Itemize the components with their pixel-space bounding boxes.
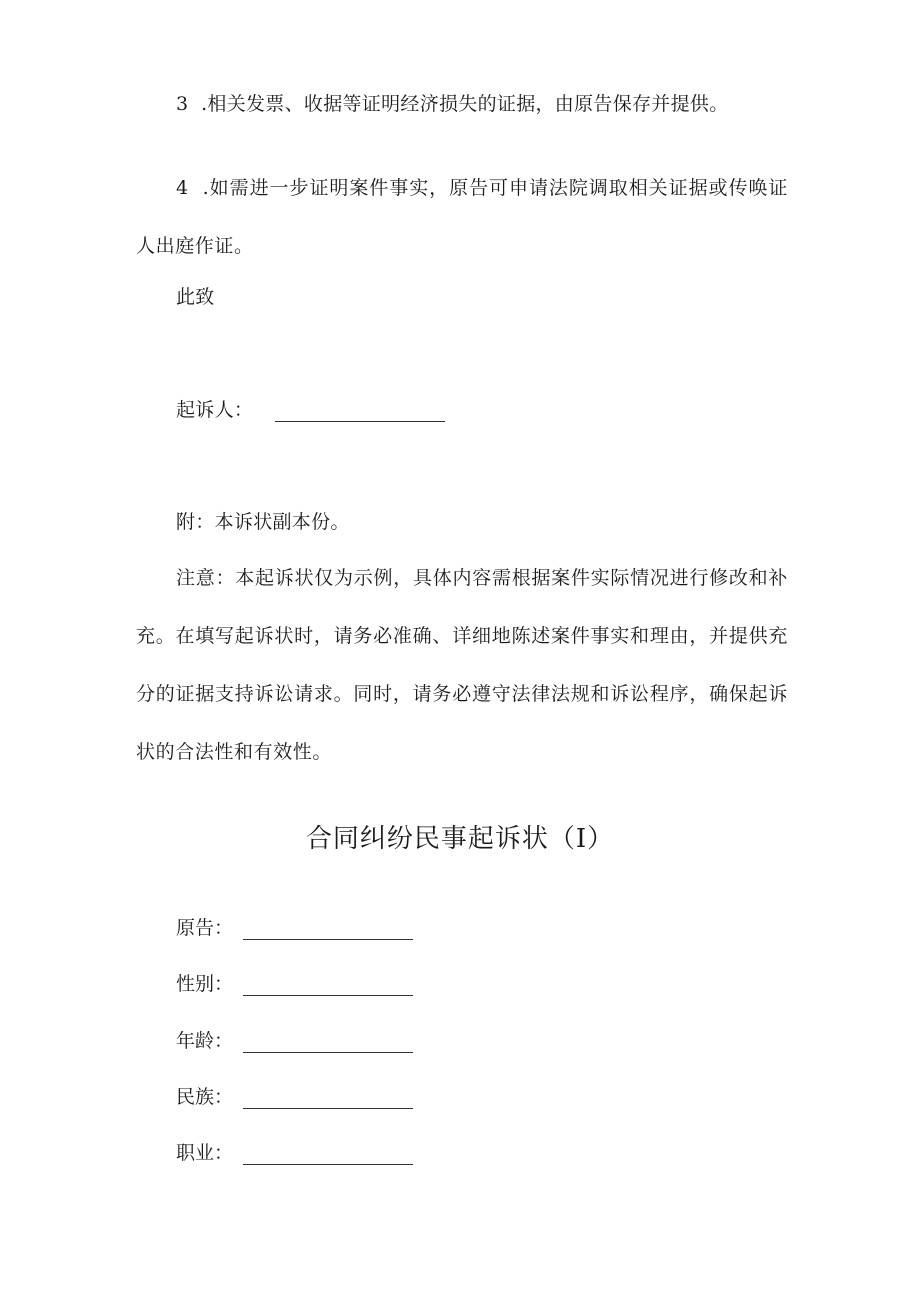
attachment-note: 附：本诉状副本份。 xyxy=(176,511,350,533)
field-gender xyxy=(176,972,413,996)
notice-paragraph: 注意：本起诉状仅为示例，具体内容需根据案件实际情况进行修改和补充。在填写起诉状时，请务必准确、详细地陈述案件事实和理由，并提供充分的证据支持诉讼请求。同时，请务必遵守法律法规和诉讼程序，确保起诉状的合法性和有效性。 xyxy=(136,567,788,763)
field-label: 职业： xyxy=(176,1142,234,1164)
field-plaintiff xyxy=(176,916,413,940)
field-age xyxy=(176,1029,413,1053)
field-blank xyxy=(243,1032,413,1053)
field-label: 年龄： xyxy=(176,1030,234,1052)
salutation: 此致 xyxy=(176,286,215,308)
evidence-item-4: 4 .如需进一步证明案件事实，原告可申请法院调取相关证据或传唤证人出庭作证。 xyxy=(136,177,788,257)
field-blank xyxy=(243,975,413,996)
section-title: 合同纠纷民事起诉状（I） xyxy=(305,824,615,854)
field-blank xyxy=(243,919,413,940)
plaintiff-signature-blank xyxy=(275,401,445,422)
field-label: 民族： xyxy=(176,1086,234,1108)
field-occupation xyxy=(176,1141,413,1165)
field-blank xyxy=(243,1088,413,1109)
field-label: 性别： xyxy=(176,973,234,995)
field-blank xyxy=(243,1144,413,1165)
evidence-item-3: 3 .相关发票、收据等证明经济损失的证据，由原告保存并提供。 xyxy=(176,93,729,115)
field-label: 原告： xyxy=(176,917,234,939)
field-ethnicity xyxy=(176,1085,413,1109)
plaintiff-signature-line xyxy=(176,398,445,422)
plaintiff-signature-label: 起诉人： xyxy=(176,399,254,421)
